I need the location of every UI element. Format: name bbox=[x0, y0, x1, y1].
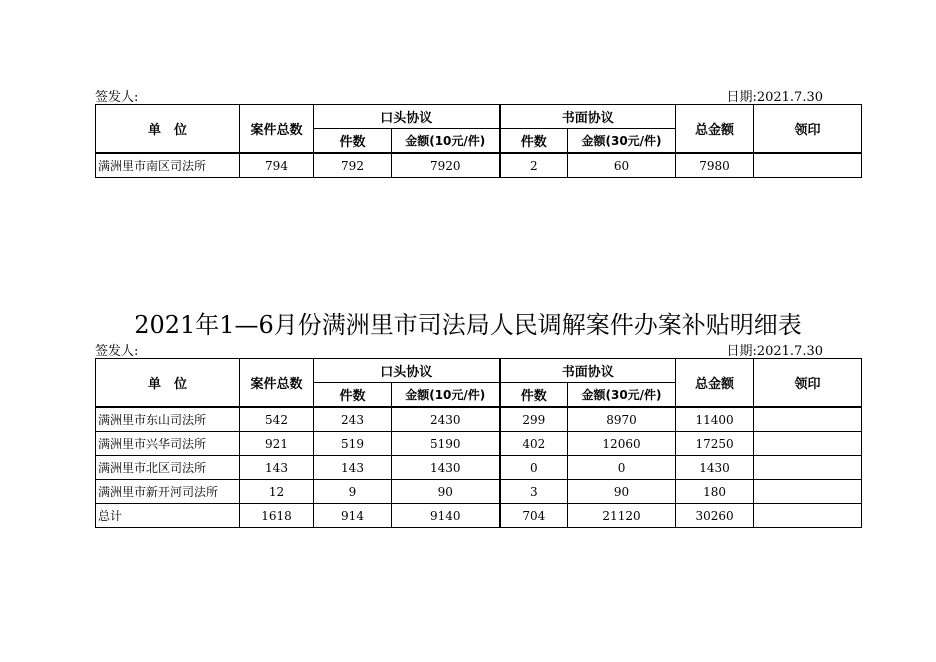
cell-unit: 满洲里市北区司法所 bbox=[96, 456, 240, 480]
cell-total: 143 bbox=[240, 456, 314, 480]
cell-oral-count: 9 bbox=[314, 480, 392, 504]
cell-written-amount: 12060 bbox=[568, 432, 676, 456]
cell-total-amount: 180 bbox=[676, 480, 754, 504]
header-total-amount: 总金额 bbox=[676, 359, 754, 408]
cell-written-amount: 0 bbox=[568, 456, 676, 480]
cell-oral-count: 143 bbox=[314, 456, 392, 480]
meta-row bbox=[95, 86, 861, 104]
table-row bbox=[96, 456, 862, 480]
cell-total-amount: 1430 bbox=[676, 456, 754, 480]
cell-oral-amount: 9140 bbox=[392, 504, 500, 528]
cell-total: 542 bbox=[240, 407, 314, 432]
cell-total: 12 bbox=[240, 480, 314, 504]
header-written-amount: 金额(30元/件) bbox=[568, 129, 676, 154]
cell-oral-count: 519 bbox=[314, 432, 392, 456]
cell-written-amount: 21120 bbox=[568, 504, 676, 528]
cell-receipt bbox=[754, 456, 862, 480]
cell-written-amount: 8970 bbox=[568, 407, 676, 432]
table-row bbox=[96, 153, 862, 178]
cell-written-count: 402 bbox=[500, 432, 568, 456]
cell-receipt bbox=[754, 407, 862, 432]
cell-unit: 总计 bbox=[96, 504, 240, 528]
header-oral-amount: 金额(10元/件) bbox=[392, 129, 500, 154]
cell-unit: 满洲里市南区司法所 bbox=[96, 153, 240, 178]
table-row-total bbox=[96, 504, 862, 528]
section-summary bbox=[95, 340, 861, 528]
cell-total-amount: 11400 bbox=[676, 407, 754, 432]
page-title: 2021年1—6月份满洲里市司法局人民调解案件办案补贴明细表 bbox=[134, 311, 802, 339]
cell-oral-amount: 7920 bbox=[392, 153, 500, 178]
cell-written-count: 299 bbox=[500, 407, 568, 432]
cell-total: 921 bbox=[240, 432, 314, 456]
cell-oral-count: 914 bbox=[314, 504, 392, 528]
cell-receipt bbox=[754, 153, 862, 178]
section-nanqu bbox=[95, 86, 861, 178]
date-label: 日期:2021.7.30 bbox=[726, 90, 823, 105]
signer-label: 签发人: bbox=[95, 344, 139, 359]
cell-total: 1618 bbox=[240, 504, 314, 528]
header-total-cases: 案件总数 bbox=[240, 359, 314, 408]
cell-oral-count: 243 bbox=[314, 407, 392, 432]
cell-written-count: 2 bbox=[500, 153, 568, 178]
cell-written-count: 704 bbox=[500, 504, 568, 528]
cell-total-amount: 7980 bbox=[676, 153, 754, 178]
cell-total-amount: 17250 bbox=[676, 432, 754, 456]
subsidy-table-1 bbox=[95, 104, 862, 178]
header-receipt: 领印 bbox=[754, 105, 862, 154]
header-oral: 口头协议 bbox=[314, 105, 500, 129]
cell-oral-amount: 1430 bbox=[392, 456, 500, 480]
header-total-cases: 案件总数 bbox=[240, 105, 314, 154]
cell-written-amount: 60 bbox=[568, 153, 676, 178]
cell-unit: 满洲里市东山司法所 bbox=[96, 407, 240, 432]
cell-oral-count: 792 bbox=[314, 153, 392, 178]
header-oral: 口头协议 bbox=[314, 359, 500, 383]
header-written-count: 件数 bbox=[500, 383, 568, 408]
signer-label: 签发人: bbox=[95, 90, 139, 105]
cell-total-amount: 30260 bbox=[676, 504, 754, 528]
cell-receipt bbox=[754, 480, 862, 504]
header-written: 书面协议 bbox=[500, 105, 676, 129]
cell-receipt bbox=[754, 504, 862, 528]
header-oral-amount: 金额(10元/件) bbox=[392, 383, 500, 408]
table-row bbox=[96, 480, 862, 504]
header-unit: 单 位 bbox=[96, 105, 240, 154]
subsidy-table-2 bbox=[95, 358, 862, 528]
cell-unit: 满洲里市兴华司法所 bbox=[96, 432, 240, 456]
cell-written-count: 3 bbox=[500, 480, 568, 504]
header-written-amount: 金额(30元/件) bbox=[568, 383, 676, 408]
meta-row bbox=[95, 340, 861, 358]
header-receipt: 领印 bbox=[754, 359, 862, 408]
header-written-count: 件数 bbox=[500, 129, 568, 154]
table-row bbox=[96, 407, 862, 432]
header-written: 书面协议 bbox=[500, 359, 676, 383]
table-row bbox=[96, 432, 862, 456]
cell-written-count: 0 bbox=[500, 456, 568, 480]
cell-total: 794 bbox=[240, 153, 314, 178]
header-total-amount: 总金额 bbox=[676, 105, 754, 154]
cell-written-amount: 90 bbox=[568, 480, 676, 504]
date-label: 日期:2021.7.30 bbox=[726, 344, 823, 359]
cell-receipt bbox=[754, 432, 862, 456]
cell-oral-amount: 5190 bbox=[392, 432, 500, 456]
cell-unit: 满洲里市新开河司法所 bbox=[96, 480, 240, 504]
cell-oral-amount: 90 bbox=[392, 480, 500, 504]
header-unit: 单 位 bbox=[96, 359, 240, 408]
cell-oral-amount: 2430 bbox=[392, 407, 500, 432]
header-oral-count: 件数 bbox=[314, 383, 392, 408]
header-oral-count: 件数 bbox=[314, 129, 392, 154]
